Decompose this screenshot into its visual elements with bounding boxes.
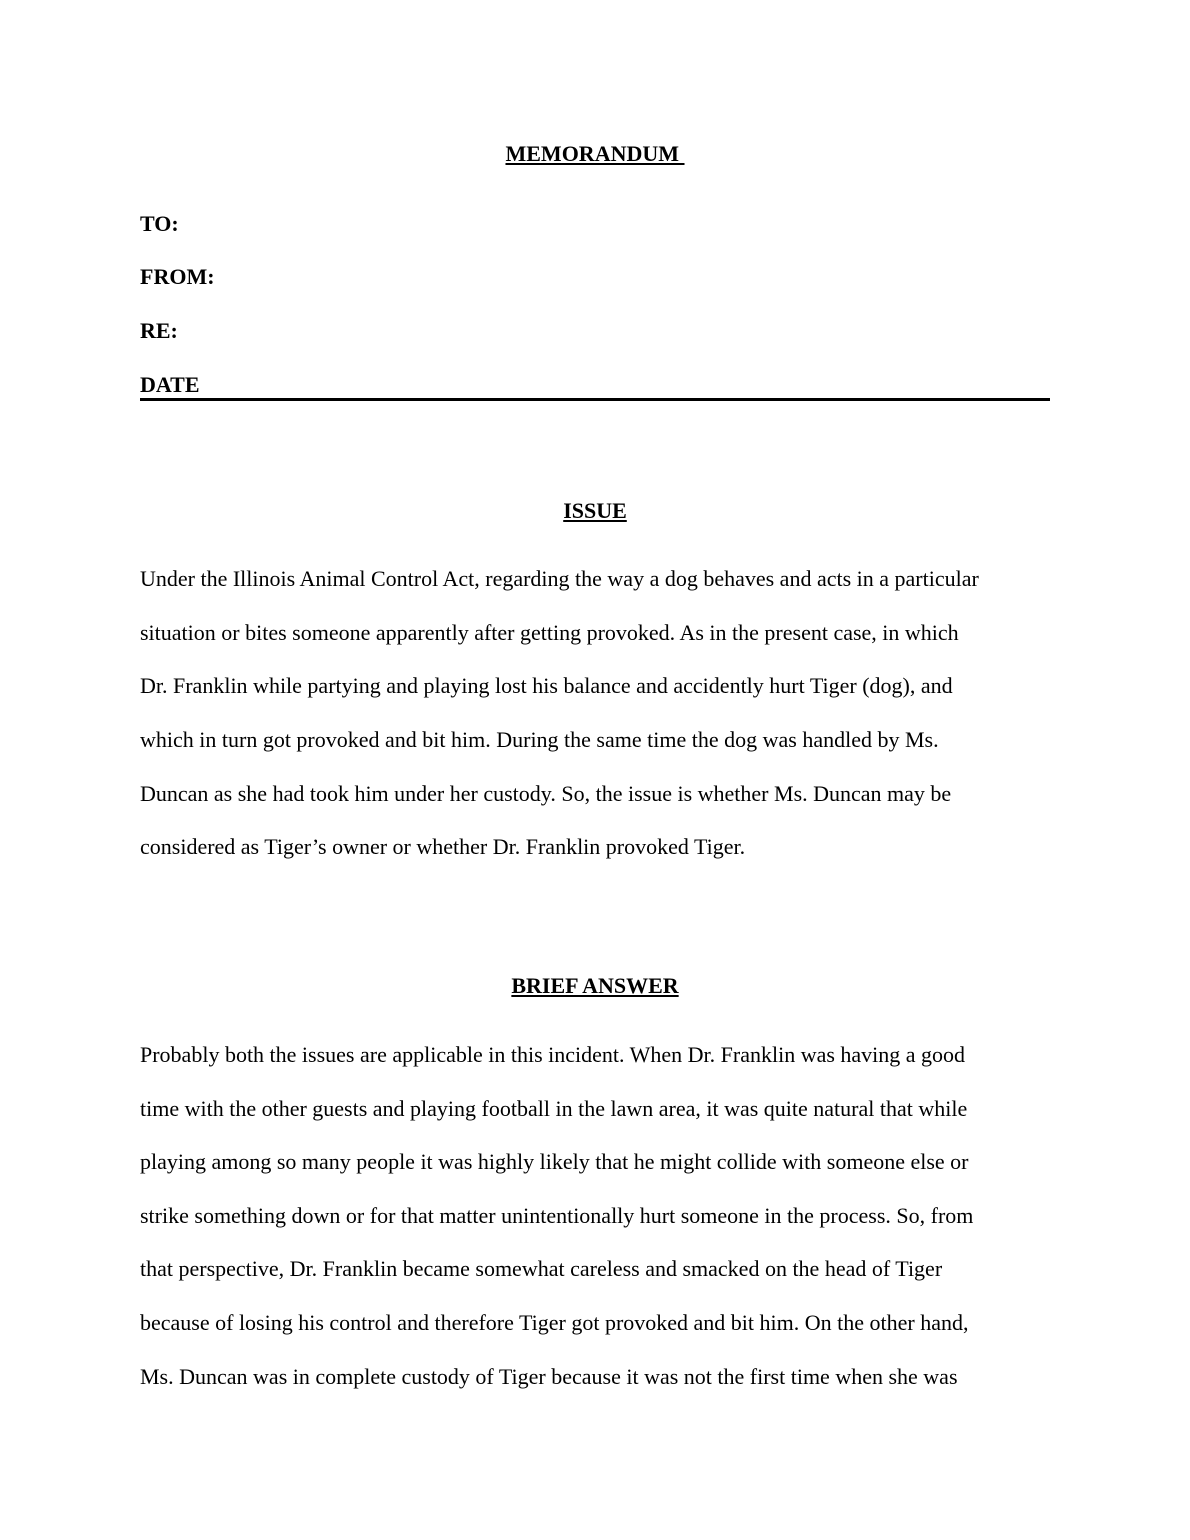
brief-answer-line: Probably both the issues are applicable in this incident. When Dr. Franklin was having a good <box>140 1042 966 1067</box>
date-label: DATE <box>140 372 200 397</box>
issue-heading: ISSUE <box>563 498 627 523</box>
brief-answer-line: Ms. Duncan was in complete custody of Tiger because it was not the first time when she was <box>140 1364 958 1389</box>
issue-line: Dr. Franklin while partying and playing lost his balance and accidently hurt Tiger (dog), and <box>140 673 953 698</box>
issue-line: Under the Illinois Animal Control Act, regarding the way a dog behaves and acts in a particular <box>140 566 979 591</box>
re-label: RE: <box>140 318 178 343</box>
to-label: TO: <box>140 211 179 236</box>
issue-line: considered as Tiger’s owner or whether Dr. Franklin provoked Tiger. <box>140 834 746 859</box>
memo-title: MEMORANDUM <box>505 141 685 166</box>
brief-answer-line: that perspective, Dr. Franklin became somewhat careless and smacked on the head of Tiger <box>140 1256 943 1281</box>
brief-answer-line: playing among so many people it was highly likely that he might collide with someone else or <box>140 1149 969 1174</box>
brief-answer-line: because of losing his control and therefore Tiger got provoked and bit him. On the other hand, <box>140 1310 969 1335</box>
issue-line: Duncan as she had took him under her custody. So, the issue is whether Ms. Duncan may be <box>140 781 952 806</box>
header-divider <box>140 398 1050 401</box>
brief-answer-line: time with the other guests and playing football in the lawn area, it was quite natural that while <box>140 1096 968 1121</box>
brief-answer-line: strike something down or for that matter unintentionally hurt someone in the process. So, from <box>140 1203 974 1228</box>
from-label: FROM: <box>140 264 215 289</box>
issue-line: situation or bites someone apparently after getting provoked. As in the present case, in which <box>140 620 959 645</box>
issue-line: which in turn got provoked and bit him. During the same time the dog was handled by Ms. <box>140 727 939 752</box>
brief-answer-heading: BRIEF ANSWER <box>511 973 679 998</box>
